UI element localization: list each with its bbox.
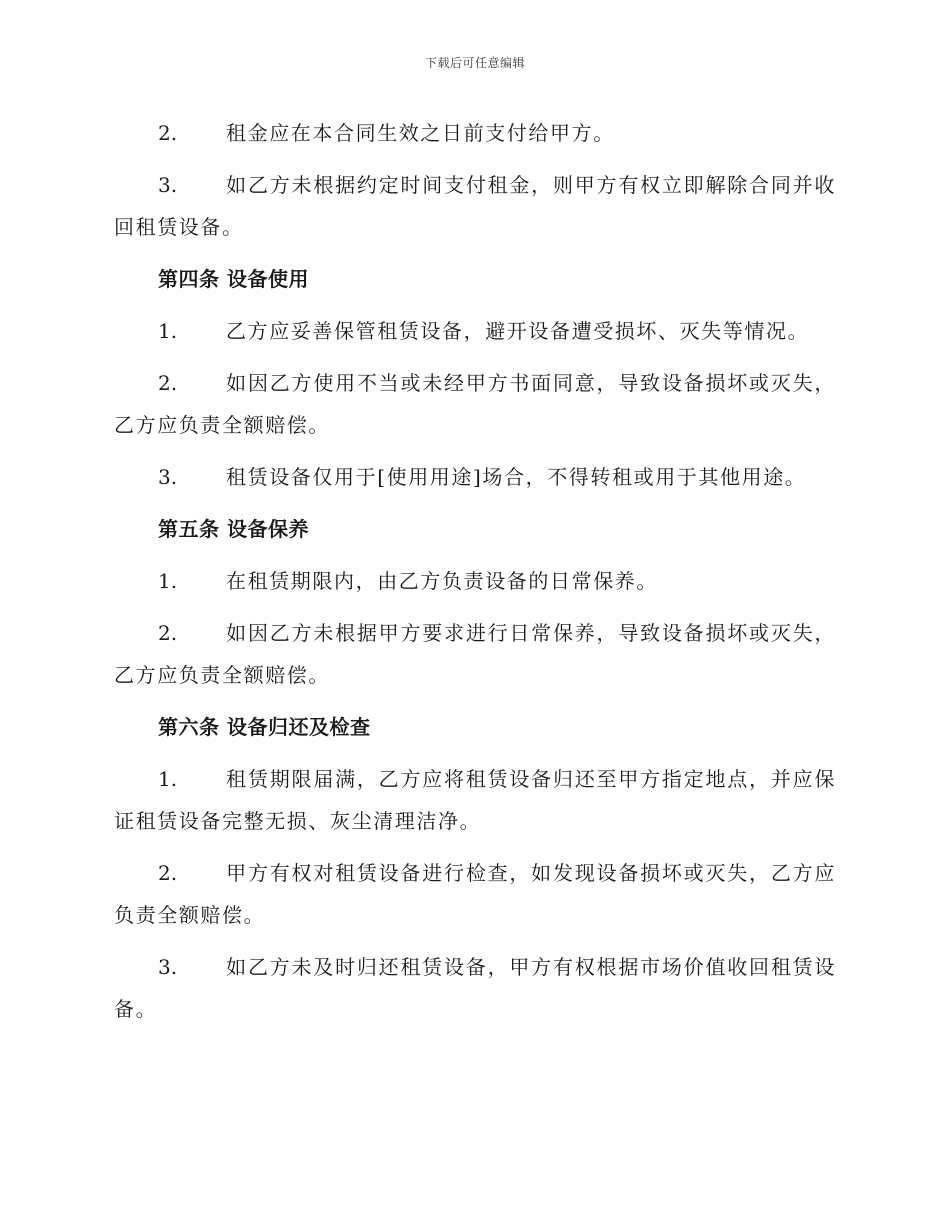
item-text: 如乙方未及时归还租赁设备，甲方有权根据市场价值收回租赁设备。 [114,955,836,1021]
clause-5-item-2 [114,612,836,696]
clause-4-item-3 [114,456,836,498]
item-text: 如因乙方使用不当或未经甲方书面同意，导致设备损坏或灭失，乙方应负责全额赔偿。 [114,371,836,437]
item-number: 3. [158,955,178,979]
clause-6-item-1 [114,758,836,842]
clause-6-item-3 [114,946,836,1030]
clause-3-item-2 [114,112,836,154]
item-number: 2. [158,371,178,395]
item-text: 租赁期限届满，乙方应将租赁设备归还至甲方指定地点，并应保证租赁设备完整无损、灰尘清理洁净。 [114,767,836,833]
item-number: 2. [158,621,178,645]
page-header: 下载后可任意编辑 [424,56,525,70]
clause-4-item-2 [114,362,836,446]
item-number: 1. [158,767,178,791]
item-number: 2. [158,121,178,145]
clause-4-item-1 [114,310,836,352]
item-number: 1. [158,319,178,343]
item-text: 乙方应妥善保管租赁设备，避开设备遭受损坏、灭失等情况。 [226,319,810,343]
item-text: 甲方有权对租赁设备进行检查，如发现设备损坏或灭失，乙方应负责全额赔偿。 [114,861,836,927]
item-number: 2. [158,861,178,885]
item-text: 租金应在本合同生效之日前支付给甲方。 [226,121,615,145]
document-body [114,112,836,1040]
clause-6-item-2 [114,852,836,936]
item-number: 3. [158,173,178,197]
section-title-equipment-maintenance: 第五条 设备保养 [158,517,309,541]
item-text: 如乙方未根据约定时间支付租金，则甲方有权立即解除合同并收回租赁设备。 [114,173,836,239]
item-text: 租赁设备仅用于[使用用途]场合，不得转租或用于其他用途。 [226,465,807,489]
item-number: 3. [158,465,178,489]
item-text: 如因乙方未根据甲方要求进行日常保养，导致设备损坏或灭失，乙方应负责全额赔偿。 [114,621,836,687]
item-text: 在租赁期限内，由乙方负责设备的日常保养。 [226,569,658,593]
item-number: 1. [158,569,178,593]
clause-3-item-3 [114,164,836,248]
section-title-equipment-use: 第四条 设备使用 [158,267,309,291]
section-title-equipment-return: 第六条 设备归还及检查 [158,715,371,739]
clause-5-item-1 [114,560,836,602]
